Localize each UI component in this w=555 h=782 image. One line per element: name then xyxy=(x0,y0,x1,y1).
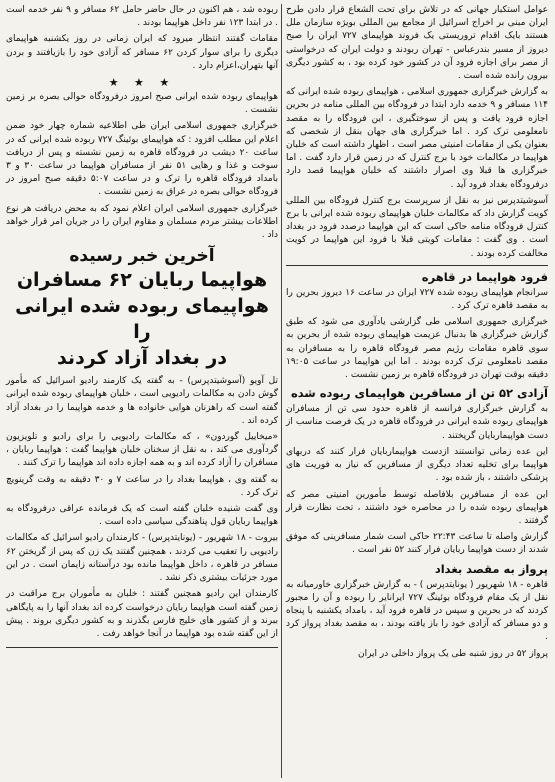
paragraph: به گزارش خبرگزاری جمهوری اسلامی ، هواپیمای ربوده شده ایرانی که ۱۱۴ مسافر و ۹ خدمه دارد ابتدا در فرودگاه بین المللی منامه در بحرین اجازه فرود یافت و پس از سوختگیری ، این فرودگاه را به مقصد نامعلومی ترک کرد . اما خبرگزاری های جهان بنقل از شخصی که بعنوان یکی از مقامات امنیتی مصر است ، اظهار داشته است که خلبان هواپیما در مکالمات خود با برج کنترل که در زمین قرار دارد گفت . اما خبرگزاری ها قبلا وی اصرار داشتند که خلبان هواپیما قصد دارد درفرودگاه بغداد فرود آید . xyxy=(286,87,548,190)
right-intro xyxy=(286,4,548,261)
section-heading-baghdad-flight: پرواز به مقصد بغداد xyxy=(434,561,548,576)
column-divider xyxy=(281,4,282,778)
section-divider xyxy=(286,265,548,266)
paragraph: تل آویو (آسوشیتدپرس) - به گفته یک کارمند رادیو اسرائیل که مأمور گوش دادن به مکالمات رادیویی است ، خلبان هواپیمای ربوده شده ایرانی گفته است که راهزنان هوایی خانواده ها و خدمه هواپیما را در بغداد آزاد کرده اند . xyxy=(6,376,278,426)
paragraph: به گفته وی ، هواپیما بغداد را در ساعت ۷ و ۳۰ دقیقه به وقت گرینویچ ترک کرد . xyxy=(6,474,278,498)
paragraph: خبرگزاری جمهوری اسلامی ایران طی اطلاعیه شماره چهار خود ضمن اعلام این مطلب افزود : که هواپیمای بوئینگ ۷۲۷ ربوده شده ایرانی که در ساعت ۲۰ دیشب در فرودگاه قاهره به زمین نشسته و پس از دریافت سوخت و غذا و رهایی ۵۱ نفر از مسافران هواپیما در ساعت ۳۰ و ۳ بامداد فرودگاه قاهره را ترک و در ساعت ۵:۰۷ دقیقه صبح امروز در فرودگاه حوالی بصره در عراق به زمین نشست . xyxy=(6,121,278,198)
paragraph: بیروت - ۱۸ شهریور - (یونایتدپرس) - کارمندان رادیو اسرائیل که مکالمات رادیویی را تعقیب می کردند ، همچنین گفتند یک زن که پس از گریختن ۶۲ مسافر در قاهره ، داخل هواپیما مانده بود درآستانه زایمان است . در این مورد جزئیات بیشتری ذکر نشد . xyxy=(6,533,278,584)
headline-line: هواپیما ربایان ۶۲ مسافران xyxy=(16,269,268,292)
paragraph: خبرگزاری جمهوری اسلامی ایران اعلام نمود که به محض دریافت هر نوع اطلاعات بیشتر مردم مسلمان و مقاوم ایران را در جریان امر قرار خواهد داد . xyxy=(6,203,278,241)
paragraph: قاهره - ۱۸ شهریور ( یونایتدپرس ) - به گزارش خبرگزاری خاورمیانه به نقل از یک مقام فرودگاه بوئینگ ۷۲۷ ایرانایر را ربوده و آن را مجبور کردند که در بحرین و سپس در قاهره فرود آید ، بامداد یکشنبه با پنجاه و دو مسافر که آزادی خود را باز یافته بودند ، به مقصد بغداد پرواز کرد . xyxy=(286,579,548,643)
paragraph: سرانجام هواپیمای ربوده شده ۷۲۷ ایران در ساعت ۱۶ دیروز بحرین را به مقصد قاهره ترک کرد . xyxy=(286,287,548,312)
paragraph: این عده زمانی توانستند ازدست هواپیماربایان فرار کنند که دربهای هواپیما برای تخلیه تعداد دیگری از مسافرین که نیاز به فوریت های پزشکی داشتند ، باز شده بود . xyxy=(286,446,548,484)
section-heading-cairo-landing: فرود هواپیما در قاهره xyxy=(421,269,548,284)
left-column xyxy=(6,4,278,648)
bottom-rule xyxy=(6,647,278,648)
paragraph: گزارش واصله تا ساعت ۲۲:۴۳ حاکی است شمار مسافرینی که موفق شدند از دست هواپیما ربایان فرار کنند ۵۲ نفر است . xyxy=(286,532,548,556)
breaking-news-headline xyxy=(6,245,278,371)
paragraph: عوامل استکبار جهانی که در تلاش برای تحت الشعاع قرار دادن طرح ایران مبنی بر اخراج اسرائیل از مجامع بین المللی بویژه سازمان ملل هستند بایک اقدام تروریستی یک فروند هواپیمای ۷۲۷ ایران را صبح دیروز از مسیر بندرعباس - تهران ربودند و دولت ایران که درخواستی از مصر برای اجازه فرود آن در کشور خود کرده بود ، به کشور دیگری بیرون رانده شده است . xyxy=(286,5,548,82)
kicker: آخرین خبر رسیده xyxy=(69,246,215,267)
paragraph: هواپیمای ربوده شده ایرانی صبح امروز درفرودگاه حوالی بصره بر زمین نشست . xyxy=(6,92,278,116)
paragraph: به گزارش خبرگزاری فرانسه از قاهره حدود سی تن از مسافران هواپیمای ربوده شده ایرانی در فرودگاه قاهره در یک فرصت مناسب از دست هواپیماربایان گریختند . xyxy=(286,404,548,441)
paragraph: مقامات گفتند انتظار میرود که ایران زمانی در روز یکشنبه هواپیمای دیگری را برای سوار کردن ۶۲ مسافر که آزادی خود را بازیافتند و بردن آنها بتهران،اعزام دارد . xyxy=(6,34,278,71)
paragraph: پرواز ۵۲ در روز شنبه طی یک پرواز داخلی در ایران xyxy=(357,648,548,659)
paragraph: این عده از مسافرین بلافاصله توسط مأمورین امنیتی مصر که هواپیمای ربوده شده را در محاصره خود داشتند ، تحت نظارت قرار گرفتند . xyxy=(286,489,548,526)
paragraph: آسوشیتدپرس نیز به نقل از سرپرست برج کنترل فرودگاه بین المللی کویت گزارش داد که مکالمات خلبان هواپیمای ربوده شده ایرانی با برج کنترل فرودگاه منامه حاکی است که این هواپیما درصدد فرود در بغداد است . وی گفت : مقامات کویتی قبلا با فرود این هواپیما در کویت مخالفت کرده بودند . xyxy=(286,195,548,259)
paragraph: کارمندان این رادیو همچنین گفتند : خلبان به مأموران برج مراقبت در زمین گفته است هواپیما ربایان درخواست کرده اند بغداد آنها را به پایگاهی ببرند و از کشور های خلیج فارس بگذرند و به کشور دیگری بروند . پیش از این گفته شده بود هواپیما در آنجا خواهد رفت . xyxy=(6,589,278,639)
paragraph: «میخاییل گوردون» ، که مکالمات رادیویی را برای رادیو و تلویزیون گردآوری می کند ، به نقل از سخنان خلبان هواپیما گفت : هواپیما ربایان ، مسافران را آزاد کرده اند و به همه اجازه داده اند هواپیما را ترک کنند . xyxy=(6,432,278,469)
headline-line: هواپیمای ربوده شده ایرانی را xyxy=(15,295,269,344)
right-column xyxy=(286,4,548,664)
section-heading-passenger-release: آزادی ۵۲ تن از مسافرین هواپیمای ربوده شده xyxy=(290,386,548,401)
star-separator: ★ ★ ★ xyxy=(108,76,176,90)
paragraph: خبرگزاری جمهوری اسلامی طی گزارشی یادآوری می شود که طبق گزارش خبرگزاری ها بدنبال عزیمت هواپیمای ربوده شده از بحرین به سوی قاهره مقامات رژیم مصر فرودگاه قاهره را به مسافران به مقصد نامعلومی ترک کرده بودند . اما این هواپیما در ساعت ۱۹:۰۵ دقیقه بوقت تهران در فرودگاه قاهره بر زمین نشست . xyxy=(286,317,548,381)
paragraph: ربوده شد ، هم اکنون در حال حاضر حامل ۶۲ مسافر و ۹ نفر خدمه است . در ابتدا ۱۲۳ نفر داخل هواپیما بودند . xyxy=(6,5,279,29)
paragraph: وی گفت شنیده خلبان گفته است که یک فرمانده عراقی درفرودگاه به هواپیما ربایان قول پناهندگی سیاسی داده است . xyxy=(6,504,278,528)
headline-line: در بغداد آزاد کردند xyxy=(56,347,228,370)
